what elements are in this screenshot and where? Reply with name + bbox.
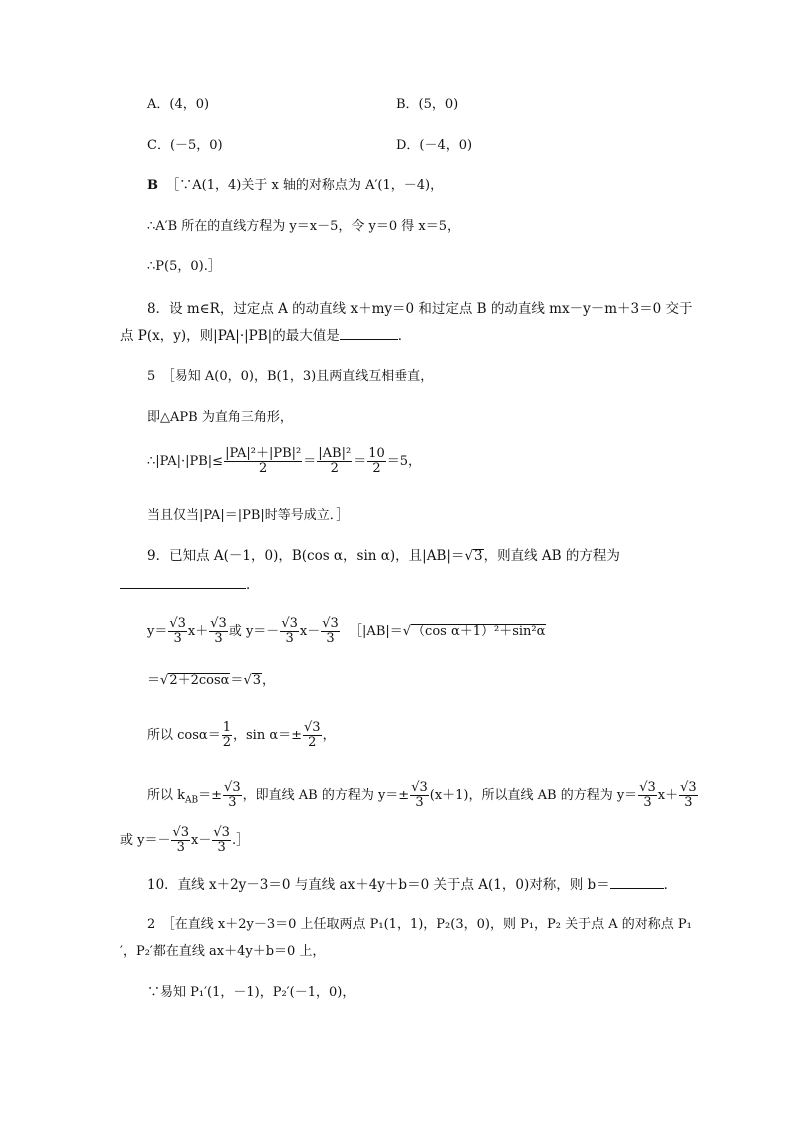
q9-eq-prefix: ＝ [147,673,161,688]
q9-fraction-a-denominator: 3 [173,631,182,646]
q10-question-line-1 [147,875,677,894]
q8-question-end: ． [397,328,412,344]
q9-fraction-b-denominator: 3 [214,631,223,646]
q9-fraction-line-denominator: 3 [415,795,424,810]
q9-fraction-final-b [679,781,698,810]
q9-fraction-slope-numerator: √3 [224,780,241,795]
q9-solution-line-3 [147,721,336,750]
q9-fraction-b [209,617,228,646]
q9-ab-radicand: （cos α＋1）²＋sin²α [412,624,546,639]
q9-slope-eq: ＝± [198,788,223,803]
q9-answer-x-minus: x－ [299,624,321,639]
q9-solution-line-4 [147,781,699,810]
q9-answer-y: y＝ [147,624,168,639]
q9-sin-prefix: ，sin α＝± [232,728,302,743]
option-a: A．(4，0) [147,97,210,112]
q9-line-eq-text-2: (x＋1)，所以直线 AB 的方程为 y＝ [429,788,638,803]
q9-line-eq-x-plus: x＋ [657,788,679,803]
q9-fraction-half-numerator: 1 [222,720,231,735]
q9-fraction-a [168,617,187,646]
q9-fraction-or-b-denominator: 3 [217,840,226,855]
q9-slope-prefix: 所以 k [147,788,186,803]
q8-fraction-3-numerator: 10 [368,446,385,461]
q8-fraction-1-numerator: |PA|²＋|PB|² [225,446,302,461]
q9-fraction-final-a [638,781,657,810]
q9-question-line-1: 9．已知点 A(－1，0)，B(cos α，sin α)，且|AB|＝√3，则直线 AB 的方程为 [147,548,620,564]
q7-solution-text-1: ［∵A(1，4)关于 x 轴的对称点为 A′(1，－4)， [166,178,444,193]
q10-solution-line-3: ∵易知 P₁′(1，－1)，P₂′(－1，0)， [147,985,356,1000]
q9-sqrt-3: 3 [474,548,483,564]
q9-question-text-2: ，则直线 AB 的方程为 [483,548,620,564]
q8-equals-1: ＝ [303,454,317,469]
q9-fraction-d [321,617,340,646]
q8-fraction-1-denominator: 2 [259,461,268,476]
q9-eq-end: ， [262,673,276,688]
q9-fraction-final-b-numerator: √3 [680,780,697,795]
q8-solution-line-1: 5 ［易知 A(0，0)，B(1，3)且两直线互相垂直， [147,369,434,384]
q9-line-eq-text: ，即直线 AB 的方程为 y＝± [242,788,410,803]
q7-answer-letter: B [147,178,158,193]
q8-fraction-3-denominator: 2 [372,461,381,476]
q9-fraction-b-numerator: √3 [210,616,227,631]
q8-fraction-3 [367,447,386,476]
q8-solution-line-3 [147,447,421,476]
q9-or-x-minus: x－ [191,833,212,848]
q8-fraction-2 [317,447,352,476]
q7-solution-line-3: ∴P(5，0).］ [147,259,221,274]
q9-fraction-final-a-numerator: √3 [639,780,656,795]
q9-radicand-3: 3 [252,673,262,688]
q10-question-end: ． [663,877,678,893]
q8-solution-line-4: 当且仅当|PA|＝|PB|时等号成立．］ [147,508,350,523]
option-d: D．(－4，0) [396,138,473,153]
q10-question-text: 10．直线 x＋2y－3＝0 与直线 ax＋4y＋b＝0 关于点 A(1，0)对称，则 b＝ [147,877,610,893]
q9-question-end: ． [246,577,260,593]
q9-fraction-or-b [212,826,231,855]
q10-solution-line-1: 2 ［在直线 x＋2y－3＝0 上任取两点 P₁(1，1)，P₂(3，0)，则 P₁，P₂ 关于点 A 的对称点 P₁ [147,917,692,932]
q8-inequality-prefix: ∴|PA|·|PB|≤ [147,454,224,469]
q9-question-text-1: 9．已知点 A(－1，0)，B(cos α，sin α)，且|AB|＝ [147,548,465,564]
option-c: C．(－5，0) [147,138,223,153]
q9-answer-blank [120,575,246,589]
q9-answer-or: 或 y＝－ [228,624,280,639]
q9-solution-line-1: y＝ $\frac{√3}{3}$ x＋ $\frac{√3}{3}$ 或 y＝－ $\frac{√3}{3}$ x－ $\frac{√3}{3}$ ［|AB|＝√（cos α＋1）²＋sin²α [147,616,546,646]
q9-ab-length: ［|AB|＝ [349,624,403,639]
q9-solution-line-2: ＝√2＋2cosα＝√3， [147,673,276,688]
q9-answer-x-plus: x＋ [187,624,209,639]
q9-eq-mid: ＝ [230,673,244,688]
q9-or-end: .］ [231,833,250,848]
q9-fraction-half [222,721,232,750]
q9-fraction-slope [223,781,242,810]
q9-solution-line-5 [120,826,249,855]
q9-fraction-d-denominator: 3 [326,631,335,646]
q8-fraction-1 [224,447,302,476]
q8-result: ＝5， [386,454,422,469]
q8-fraction-2-numerator: |AB|² [318,446,352,461]
q9-fraction-d-numerator: √3 [322,616,339,631]
q7-solution-line-2: ∴A′B 所在的直线方程为 y＝x－5，令 y＝0 得 x＝5， [147,219,460,234]
q9-or-prefix: 或 y＝－ [120,833,171,848]
q9-slope-subscript: AB [185,795,199,806]
q8-equals-2: ＝ [353,454,367,469]
q9-fraction-a-numerator: √3 [169,616,186,631]
q7-solution-line-1 [147,177,443,195]
q9-fraction-final-b-denominator: 3 [684,795,693,810]
q9-radicand-cos: 2＋2cosα [169,673,230,688]
q9-question-line-2 [120,575,260,594]
q9-fraction-c [280,617,299,646]
q9-fraction-or-a [171,826,190,855]
q9-fraction-line [410,781,429,810]
q10-solution-line-2: ′，P₂′都在直线 ax＋4y＋b＝0 上， [120,944,326,959]
q8-question-line-2 [120,326,411,345]
q8-question-line-1: 8．设 m∈R，过定点 A 的动直线 x＋my＝0 和过定点 B 的动直线 mx－y－m＋3＝0 交于 [147,301,693,317]
q9-fraction-line-numerator: √3 [411,780,428,795]
q9-sin-end: ， [322,728,336,743]
q10-answer-blank [610,875,664,889]
q8-answer-blank [340,326,398,340]
q9-fraction-final-a-denominator: 3 [643,795,652,810]
q9-fraction-or-b-numerator: √3 [213,825,230,840]
q9-cos-prefix: 所以 cosα＝ [147,728,221,743]
q8-question-text-2: 点 P(x，y)，则|PA|·|PB|的最大值是 [120,328,340,344]
q9-fraction-sin [303,721,322,750]
q8-fraction-2-denominator: 2 [330,461,339,476]
q9-fraction-half-denominator: 2 [222,735,231,750]
q9-fraction-or-a-numerator: √3 [172,825,190,840]
q9-fraction-slope-denominator: 3 [228,795,237,810]
q8-solution-line-2: 即△APB 为直角三角形， [147,410,293,425]
q9-fraction-c-numerator: √3 [281,616,298,631]
option-b: B．(5，0) [396,97,459,112]
q9-fraction-or-a-denominator: 3 [176,840,185,855]
q9-fraction-sin-numerator: √3 [304,720,321,735]
q9-fraction-sin-denominator: 2 [308,735,317,750]
q9-fraction-c-denominator: 3 [285,631,294,646]
